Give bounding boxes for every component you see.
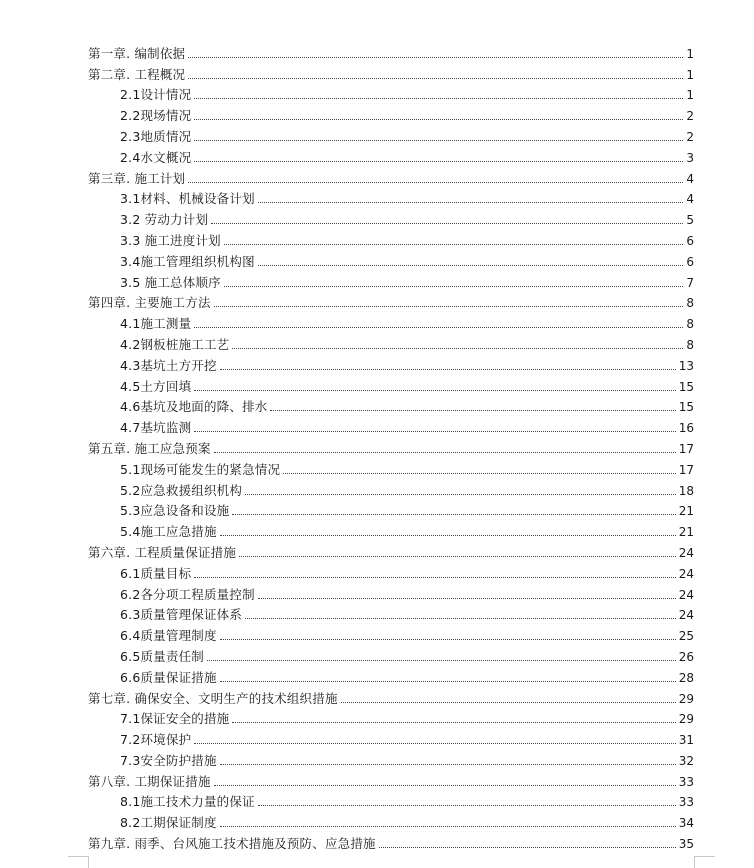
toc-entry-page-number: 21 — [678, 525, 694, 540]
toc-entry-title: 5.3应急设备和设施 — [120, 503, 230, 519]
toc-dot-leader — [188, 182, 683, 183]
toc-entry-title: 2.3地质情况 — [120, 128, 192, 144]
toc-chapter-entry[interactable] — [88, 540, 694, 561]
toc-entry-page-number: 31 — [678, 733, 694, 748]
toc-entry-page-number: 24 — [678, 587, 694, 602]
toc-chapter-entry[interactable] — [88, 166, 694, 187]
toc-section-entry[interactable] — [88, 83, 694, 104]
toc-dot-leader — [341, 702, 676, 703]
toc-section-entry[interactable] — [88, 145, 694, 166]
toc-entry-title: 第六章. 工程质量保证措施 — [88, 544, 237, 560]
toc-dot-leader — [194, 743, 675, 744]
toc-dot-leader — [258, 202, 684, 203]
toc-entry-page-number: 2 — [686, 109, 694, 124]
toc-section-entry[interactable] — [88, 249, 694, 270]
toc-section-entry[interactable] — [88, 270, 694, 291]
toc-entry-title: 4.1施工测量 — [120, 316, 192, 332]
toc-dot-leader — [194, 119, 683, 120]
toc-chapter-entry[interactable] — [88, 62, 694, 83]
toc-entry-page-number: 6 — [686, 233, 694, 248]
toc-entry-page-number: 1 — [686, 46, 694, 61]
toc-chapter-entry[interactable] — [88, 769, 694, 790]
toc-dot-leader — [194, 327, 683, 328]
toc-entry-page-number: 16 — [678, 421, 694, 436]
toc-section-entry[interactable] — [88, 707, 694, 728]
toc-dot-leader — [258, 265, 684, 266]
toc-section-entry[interactable] — [88, 561, 694, 582]
toc-dot-leader — [214, 306, 684, 307]
toc-dot-leader — [188, 78, 683, 79]
toc-entry-title: 第五章. 施工应急预案 — [88, 440, 211, 456]
toc-dot-leader — [258, 805, 676, 806]
toc-entry-page-number: 25 — [678, 629, 694, 644]
toc-entry-title: 2.1设计情况 — [120, 87, 192, 103]
toc-entry-title: 2.2现场情况 — [120, 108, 192, 124]
toc-section-entry[interactable] — [88, 603, 694, 624]
toc-dot-leader — [194, 431, 675, 432]
toc-entry-page-number: 8 — [686, 317, 694, 332]
toc-entry-title: 4.5土方回填 — [120, 378, 192, 394]
toc-section-entry[interactable] — [88, 748, 694, 769]
toc-entry-page-number: 24 — [678, 608, 694, 623]
toc-dot-leader — [245, 618, 676, 619]
toc-entry-page-number: 32 — [678, 753, 694, 768]
toc-dot-leader — [220, 369, 676, 370]
toc-dot-leader — [207, 660, 676, 661]
toc-dot-leader — [232, 722, 675, 723]
toc-entry-title: 4.7基坑监测 — [120, 420, 192, 436]
toc-entry-page-number: 1 — [686, 88, 694, 103]
toc-section-entry[interactable] — [88, 311, 694, 332]
toc-entry-title: 3.4施工管理组织机构图 — [120, 253, 255, 269]
toc-dot-leader — [194, 577, 675, 578]
toc-entry-title: 6.6质量保证措施 — [120, 669, 217, 685]
toc-entry-page-number: 17 — [678, 462, 694, 477]
toc-section-entry[interactable] — [88, 727, 694, 748]
toc-entry-title: 4.2钢板桩施工工艺 — [120, 336, 230, 352]
toc-dot-leader — [220, 535, 676, 536]
toc-section-entry[interactable] — [88, 519, 694, 540]
toc-entry-title: 5.4施工应急措施 — [120, 524, 217, 540]
toc-section-entry[interactable] — [88, 207, 694, 228]
toc-entry-page-number: 1 — [686, 67, 694, 82]
toc-dot-leader — [220, 826, 676, 827]
toc-entry-page-number: 33 — [678, 774, 694, 789]
toc-entry-page-number: 24 — [678, 566, 694, 581]
toc-entry-title: 第七章. 确保安全、文明生产的技术组织措施 — [88, 690, 338, 706]
toc-section-entry[interactable] — [88, 415, 694, 436]
toc-chapter-entry[interactable] — [88, 831, 694, 852]
toc-entry-title: 8.1施工技术力量的保证 — [120, 794, 255, 810]
toc-entry-page-number: 28 — [678, 670, 694, 685]
toc-dot-leader — [194, 98, 683, 99]
page-corner-mark-left — [68, 856, 89, 868]
toc-section-entry[interactable] — [88, 457, 694, 478]
toc-entry-page-number: 26 — [678, 649, 694, 664]
toc-entry-title: 第九章. 雨季、台风施工技术措施及预防、应急措施 — [88, 836, 376, 852]
toc-entry-title: 2.4水文概况 — [120, 149, 192, 165]
toc-entry-page-number: 8 — [686, 296, 694, 311]
toc-entry-title: 第一章. 编制依据 — [88, 45, 186, 61]
toc-entry-page-number: 15 — [678, 400, 694, 415]
toc-entry-title: 6.2各分项工程质量控制 — [120, 586, 255, 602]
toc-entry-page-number: 29 — [678, 712, 694, 727]
toc-entry-title: 第八章. 工期保证措施 — [88, 773, 211, 789]
toc-section-entry[interactable] — [88, 353, 694, 374]
toc-entry-page-number: 2 — [686, 129, 694, 144]
toc-entry-title: 3.3 施工进度计划 — [120, 232, 221, 248]
toc-entry-page-number: 4 — [686, 192, 694, 207]
toc-entry-page-number: 18 — [678, 483, 694, 498]
toc-dot-leader — [194, 390, 675, 391]
toc-section-entry[interactable] — [88, 582, 694, 603]
toc-dot-leader — [224, 286, 684, 287]
toc-section-entry[interactable] — [88, 124, 694, 145]
toc-entry-title: 7.2环境保护 — [120, 732, 192, 748]
toc-entry-title: 8.2工期保证制度 — [120, 815, 217, 831]
toc-entry-page-number: 5 — [686, 213, 694, 228]
toc-section-entry[interactable] — [88, 499, 694, 520]
toc-section-entry[interactable] — [88, 478, 694, 499]
toc-entry-title: 5.2应急救援组织机构 — [120, 482, 243, 498]
toc-dot-leader — [214, 452, 676, 453]
toc-dot-leader — [270, 410, 675, 411]
toc-entry-page-number: 15 — [678, 379, 694, 394]
toc-entry-title: 6.3质量管理保证体系 — [120, 607, 243, 623]
toc-section-entry[interactable] — [88, 790, 694, 811]
toc-entry-title: 6.1质量目标 — [120, 565, 192, 581]
toc-section-entry[interactable] — [88, 103, 694, 124]
toc-entry-title: 3.2 劳动力计划 — [120, 212, 209, 228]
toc-dot-leader — [239, 556, 676, 557]
toc-entry-page-number: 34 — [678, 816, 694, 831]
toc-entry-title: 第四章. 主要施工方法 — [88, 295, 211, 311]
toc-dot-leader — [232, 348, 683, 349]
toc-entry-title: 7.1保证安全的措施 — [120, 711, 230, 727]
toc-entry-page-number: 24 — [678, 545, 694, 560]
toc-section-entry[interactable] — [88, 623, 694, 644]
toc-chapter-entry[interactable] — [88, 41, 694, 62]
toc-dot-leader — [194, 161, 683, 162]
toc-entry-title: 4.6基坑及地面的降、排水 — [120, 399, 268, 415]
toc-entry-title: 6.5质量责任制 — [120, 648, 204, 664]
toc-entry-page-number: 13 — [678, 358, 694, 373]
toc-entry-page-number: 29 — [678, 691, 694, 706]
toc-entry-title: 第二章. 工程概况 — [88, 66, 186, 82]
toc-entry-page-number: 33 — [678, 795, 694, 810]
toc-entry-title: 7.3安全防护措施 — [120, 752, 217, 768]
toc-chapter-entry[interactable] — [88, 686, 694, 707]
toc-chapter-entry[interactable] — [88, 291, 694, 312]
toc-entry-page-number: 4 — [686, 171, 694, 186]
toc-entry-page-number: 35 — [678, 837, 694, 852]
toc-entry-title: 第三章. 施工计划 — [88, 170, 186, 186]
toc-entry-page-number: 8 — [686, 337, 694, 352]
toc-dot-leader — [220, 764, 676, 765]
toc-section-entry[interactable] — [88, 228, 694, 249]
toc-dot-leader — [379, 847, 676, 848]
toc-dot-leader — [224, 244, 684, 245]
toc-dot-leader — [232, 514, 675, 515]
page-corner-mark-right — [694, 856, 715, 868]
table-of-contents — [88, 41, 694, 852]
toc-entry-title: 4.3基坑土方开挖 — [120, 357, 217, 373]
toc-entry-page-number: 3 — [686, 150, 694, 165]
toc-entry-title: 6.4质量管理制度 — [120, 628, 217, 644]
toc-dot-leader — [283, 473, 676, 474]
toc-dot-leader — [245, 494, 676, 495]
toc-section-entry[interactable] — [88, 644, 694, 665]
toc-entry-title: 3.5 施工总体顺序 — [120, 274, 221, 290]
toc-section-entry[interactable] — [88, 332, 694, 353]
toc-chapter-entry[interactable] — [88, 436, 694, 457]
toc-section-entry[interactable] — [88, 374, 694, 395]
toc-section-entry[interactable] — [88, 665, 694, 686]
toc-entry-page-number: 17 — [678, 441, 694, 456]
toc-dot-leader — [214, 785, 676, 786]
toc-dot-leader — [220, 639, 676, 640]
toc-section-entry[interactable] — [88, 395, 694, 416]
toc-entry-page-number: 21 — [678, 504, 694, 519]
toc-dot-leader — [188, 57, 683, 58]
toc-dot-leader — [220, 681, 676, 682]
toc-dot-leader — [211, 223, 683, 224]
toc-dot-leader — [258, 598, 676, 599]
toc-section-entry[interactable] — [88, 810, 694, 831]
toc-entry-page-number: 6 — [686, 254, 694, 269]
toc-entry-page-number: 7 — [686, 275, 694, 290]
toc-entry-title: 3.1材料、机械设备计划 — [120, 191, 255, 207]
toc-section-entry[interactable] — [88, 187, 694, 208]
toc-entry-title: 5.1现场可能发生的紧急情况 — [120, 461, 281, 477]
toc-dot-leader — [194, 140, 683, 141]
